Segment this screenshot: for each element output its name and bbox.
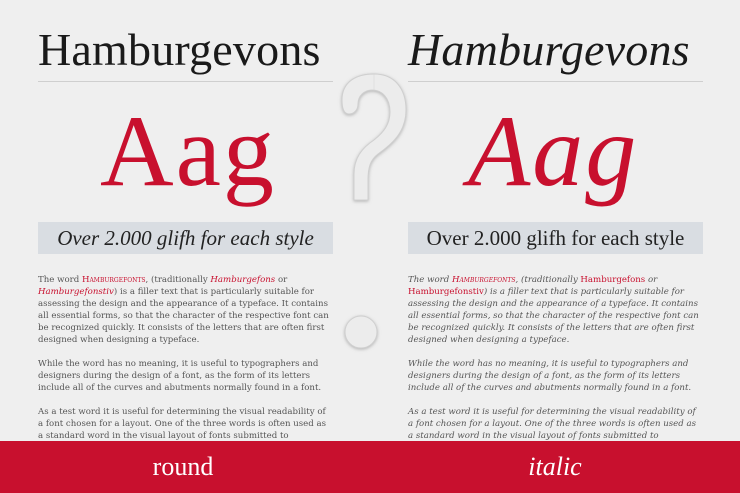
text-run: ) is a filler text that is particularly suitable for assessing the design and the appearance of a typeface. It contains all essential forms, so that the character of the respective font can be recognized quickly. It consists of the letters that are often first designed when designing a typeface. bbox=[38, 287, 329, 345]
text-run: or bbox=[275, 275, 288, 285]
smallcaps-word: Hamburgefonts bbox=[451, 275, 516, 285]
style-label-round: round bbox=[152, 452, 214, 481]
footer-banner bbox=[0, 441, 740, 493]
paragraph-3: As a test word it is useful for determining the visual readability of a font chosen for a layout. One of the three words is often used as a standard word in the visual layout of fonts submitted to bbox=[38, 407, 327, 441]
text-run: or bbox=[645, 275, 658, 285]
specimen-letters: Aag bbox=[468, 95, 639, 208]
specimen-letters: Aag bbox=[100, 95, 276, 208]
paragraph-2: While the word has no meaning, it is useful to typographers and designers during the design of a font, as the form of its letters include all of the curves and abutments normally found in a font. bbox=[408, 359, 692, 393]
accent-word: Hamburgefons bbox=[210, 275, 276, 285]
headline: Hamburgevons bbox=[38, 24, 321, 75]
smallcaps-word: Hamburgefonts bbox=[81, 275, 146, 285]
paragraph-3: As a test word it is useful for determining the visual readability of a font chosen for a layout. One of the three words is often used as a standard word in the visual layout of fonts submitted to bbox=[408, 407, 697, 441]
glyph-count-banner: Over 2.000 glifh for each style bbox=[408, 222, 703, 254]
headline: Hamburgevons bbox=[408, 24, 690, 75]
body-text bbox=[38, 274, 333, 466]
divider bbox=[38, 81, 333, 82]
paragraph-2: While the word has no meaning, it is useful to typographers and designers during the design of a font, as the form of its letters include all of the curves and abutments normally found in a font. bbox=[38, 359, 322, 393]
text-run: , (traditionally bbox=[145, 275, 211, 285]
accent-word: Hamburgefonstiv bbox=[38, 287, 114, 297]
paragraph-1 bbox=[38, 274, 333, 346]
accent-word: Hamburgefons bbox=[580, 275, 646, 285]
body-text bbox=[408, 274, 703, 466]
text-run: The word bbox=[408, 275, 452, 285]
text-run: The word bbox=[38, 275, 82, 285]
text-run: , (traditionally bbox=[515, 275, 581, 285]
glyph-count-banner: Over 2.000 glifh for each style bbox=[38, 222, 333, 254]
accent-word: Hamburgefonstiv bbox=[408, 287, 484, 297]
question-mark-icon bbox=[334, 70, 410, 360]
text-run: ) is a filler text that is particularly suitable for assessing the design and the appearance of a typeface. It contains all essential forms, so that the character of the respective font can be recognized quickly. It consists of the letters that are often first designed when designing a typeface. bbox=[408, 287, 699, 345]
divider bbox=[408, 81, 703, 82]
paragraph-1 bbox=[408, 274, 703, 346]
style-label-italic: italic bbox=[528, 452, 582, 481]
